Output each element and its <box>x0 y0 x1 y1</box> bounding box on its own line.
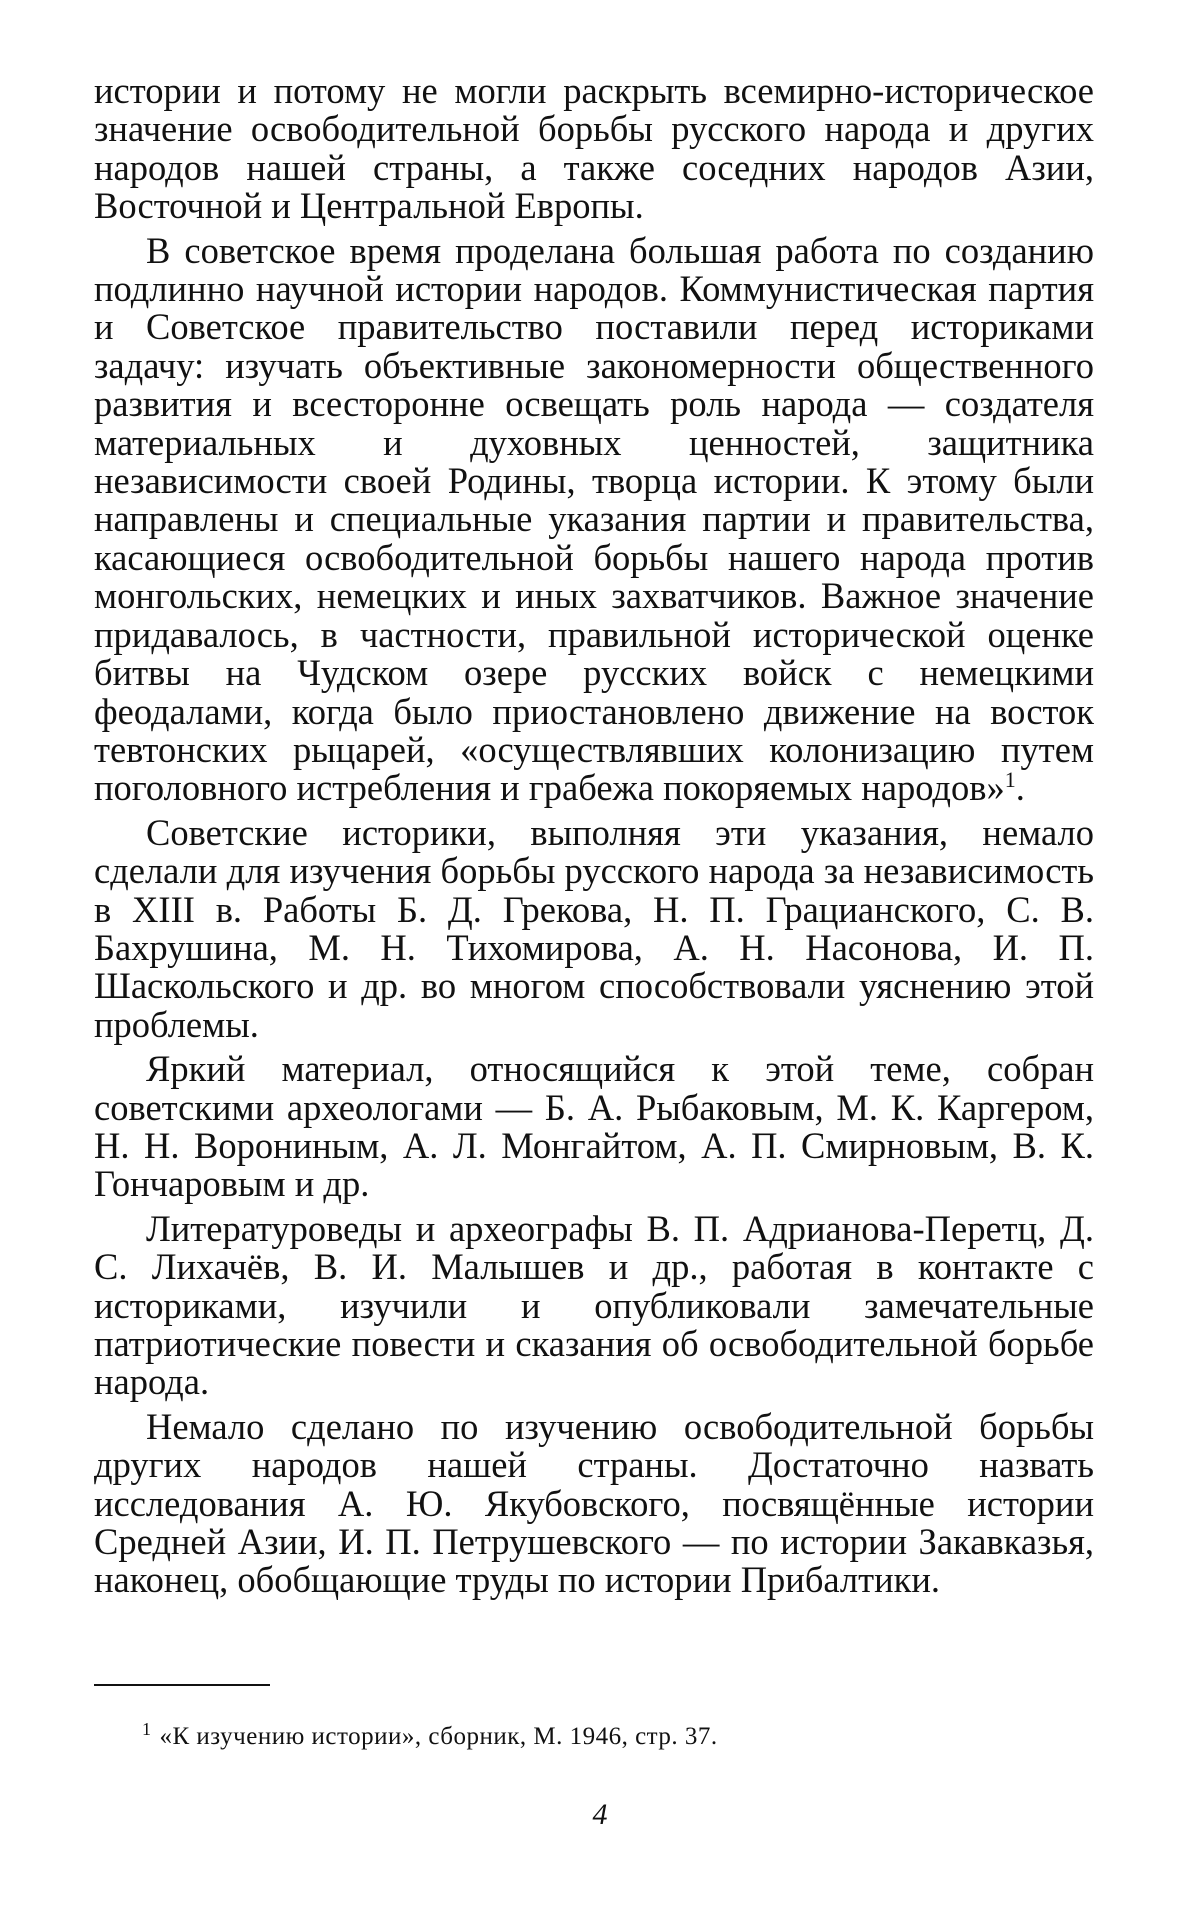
paragraph-2-tail: . <box>1015 767 1025 809</box>
page-body <box>94 72 1094 1600</box>
footnote-reference[interactable]: 1 <box>1004 767 1016 793</box>
paragraph-5: Литературоведы и археографы В. П. Адрианова-Перетц, Д. С. Лихачёв, В. И. Малышев и др., работая в контакте с историками, изучили и опубликовали замечательные патриотические повести и сказания об освободительной борьбе народа. <box>94 1207 1094 1403</box>
paragraph-6: Немало сделано по изучению освободительной борьбы других народов нашей страны. Достаточно назвать исследования А. Ю. Якубовского, посвящённые истории Средней Азии, И. П. Петрушевского — по истории Закавказья, наконец, обобщающие труды по истории Прибалтики. <box>94 1405 1094 1601</box>
paragraph-1: истории и потому не могли раскрыть всемирно-историческое значение освободительной борьбы русского народа и других народов нашей страны, а также соседних народов Азии, Восточной и Центральной Европы. <box>94 70 1094 227</box>
footnote-divider <box>94 1684 270 1686</box>
paragraph-4: Яркий материал, относящийся к этой теме, собран советскими археологами — Б. А. Рыбаковым, М. К. Каргером, Н. Н. Ворониным, А. Л. Монгайтом, А. П. Смирновым, В. К. Гончаровым и др. <box>94 1048 1094 1205</box>
page-number: 4 <box>592 1798 608 1831</box>
footnote-mark: 1 <box>142 1718 152 1739</box>
footnote <box>142 1718 1042 1752</box>
footnote-text: «К изучению истории», сборник, М. 1946, стр. 37. <box>159 1723 718 1750</box>
paragraph-3: Советские историки, выполняя эти указания, немало сделали для изучения борьбы русского народа за независимость в XIII в. Работы Б. Д. Грекова, Н. П. Грацианского, С. В. Бахрушина, М. Н. Тихомирова, А. Н. Насонова, И. П. Шаскольского и др. во многом способствовали уяснению этой проблемы. <box>94 811 1094 1045</box>
paragraph-2 <box>94 229 1094 809</box>
paragraph-2-text: В советское время проделана большая работа по созданию подлинно научной истории народов. Коммунистическая партия и Советское правительство поставили перед историками задачу: изучать объективные закономерности общественного развития и всесторонне освещать роль народа — создателя материальных и духовных ценностей, защитника независимости своей Родины, творца истории. К этому были направлены и специальные указания партии и правительства, касающиеся освободительной борьбы нашего народа против монгольских, немецких и иных захватчиков. Важное значение придавалось, в частности, правильной исторической оценке битвы на Чудском озере русских войск с немецкими феодалами, когда было приостановлено движение на восток тевтонских рыцарей, «осуществлявших колонизацию путем поголовного истребления и грабежа покоряемых народов» <box>94 229 1094 809</box>
